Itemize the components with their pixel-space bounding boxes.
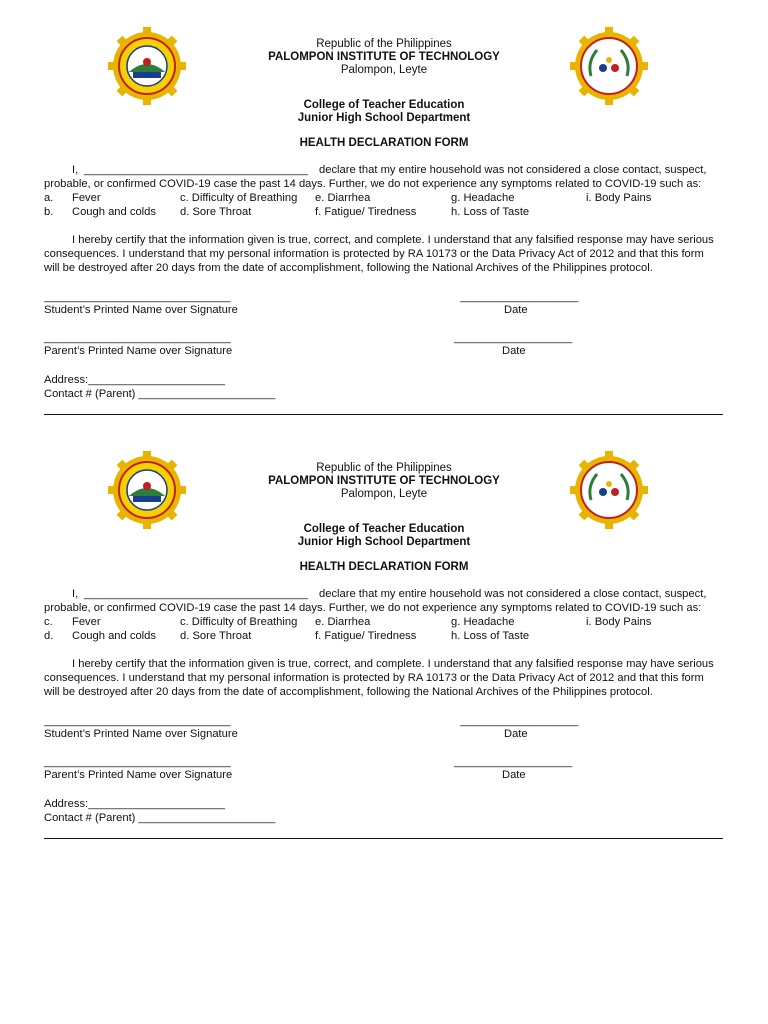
parent-date-label: Date (502, 769, 526, 781)
symptom-loss-of-taste: h. Loss of Taste (451, 206, 530, 218)
student-signature-blank[interactable]: ______________________________ (44, 715, 231, 727)
symptom-body-pains: i. Body Pains (586, 192, 652, 204)
declaration-line-1: declare that my entire household was not considered a close contact, suspect, (319, 164, 707, 176)
health-declaration-form-1 (0, 0, 768, 424)
symptom-letter: b. (44, 206, 54, 218)
form-title: HEALTH DECLARATION FORM (299, 137, 469, 149)
student-date-blank[interactable]: ___________________ (460, 291, 579, 303)
symptom-body-pains: i. Body Pains (586, 616, 652, 628)
student-signature-label: Student’s Printed Name over Signature (44, 304, 238, 316)
declaration-line-1: declare that my entire household was not considered a close contact, suspect, (319, 588, 707, 600)
department-name: Junior High School Department (297, 536, 471, 548)
symptom-headache: g. Headache (451, 616, 515, 628)
certification-line-1: I hereby certify that the information given is true, correct, and complete. I understand that any falsified response may have serious (72, 658, 714, 670)
department-name: Junior High School Department (297, 112, 471, 124)
declaration-prefix: I, (72, 164, 79, 176)
parent-contact-field[interactable]: Contact # (Parent) ______________________ (44, 388, 276, 400)
parent-date-blank[interactable]: ___________________ (454, 332, 573, 344)
certification-line-3: will be destroyed after 20 days from the date of accomplishment, following the National Archives of the Philippines protocol. (44, 262, 653, 274)
student-signature-blank[interactable]: ______________________________ (44, 291, 231, 303)
parent-signature-blank[interactable]: ______________________________ (44, 756, 231, 768)
student-date-blank[interactable]: ___________________ (460, 715, 579, 727)
address-field[interactable]: Address:______________________ (44, 798, 226, 810)
declarant-name-blank[interactable]: ____________________________________ (84, 588, 308, 600)
symptom-loss-of-taste: h. Loss of Taste (451, 630, 530, 642)
parent-date-blank[interactable]: ___________________ (454, 756, 573, 768)
form-divider-line (44, 838, 723, 839)
symptom-headache: g. Headache (451, 192, 515, 204)
symptom-fatigue: f. Fatigue/ Tiredness (315, 206, 417, 218)
student-signature-label: Student’s Printed Name over Signature (44, 728, 238, 740)
parent-signature-blank[interactable]: ______________________________ (44, 332, 231, 344)
symptom-letter: c. (44, 616, 53, 628)
address-field[interactable]: Address:______________________ (44, 374, 226, 386)
symptom-cough-colds: Cough and colds (72, 630, 156, 642)
certification-line-1: I hereby certify that the information given is true, correct, and complete. I understand that any falsified response may have serious (72, 234, 714, 246)
college-name: College of Teacher Education (303, 523, 465, 535)
certification-line-2: consequences. I understand that my personal information is protected by RA 10173 or the Data Privacy Act of 2012 and that this form (44, 672, 704, 684)
parent-signature-label: Parent’s Printed Name over Signature (44, 345, 233, 357)
institute-location: Palompon, Leyte (340, 488, 428, 500)
institute-name: PALOMPON INSTITUTE OF TECHNOLOGY (268, 475, 500, 487)
republic-line: Republic of the Philippines (316, 38, 452, 50)
symptom-diarrhea: e. Diarrhea (315, 192, 371, 204)
parent-date-label: Date (502, 345, 526, 357)
symptom-fever: Fever (72, 616, 101, 628)
institute-name: PALOMPON INSTITUTE OF TECHNOLOGY (268, 51, 500, 63)
symptom-fever: Fever (72, 192, 101, 204)
symptom-letter: d. (44, 630, 54, 642)
symptom-letter: a. (44, 192, 54, 204)
symptom-sore-throat: d. Sore Throat (180, 630, 252, 642)
college-name: College of Teacher Education (303, 99, 465, 111)
symptom-difficulty-breathing: c. Difficulty of Breathing (180, 616, 298, 628)
parent-signature-label: Parent’s Printed Name over Signature (44, 769, 233, 781)
symptom-fatigue: f. Fatigue/ Tiredness (315, 630, 417, 642)
parent-contact-field[interactable]: Contact # (Parent) ______________________ (44, 812, 276, 824)
declarant-name-blank[interactable]: ____________________________________ (84, 164, 308, 176)
symptom-sore-throat: d. Sore Throat (180, 206, 252, 218)
declaration-line-2: probable, or confirmed COVID-19 case the past 14 days. Further, we do not experience any symptoms related to COVID-19 such as: (44, 178, 702, 190)
republic-line: Republic of the Philippines (316, 462, 452, 474)
form-divider-line (44, 414, 723, 415)
symptom-diarrhea: e. Diarrhea (315, 616, 371, 628)
declaration-prefix: I, (72, 588, 79, 600)
declaration-line-2: probable, or confirmed COVID-19 case the past 14 days. Further, we do not experience any symptoms related to COVID-19 such as: (44, 602, 702, 614)
certification-line-2: consequences. I understand that my personal information is protected by RA 10173 or the Data Privacy Act of 2012 and that this form (44, 248, 704, 260)
student-date-label: Date (504, 728, 528, 740)
health-declaration-form-2 (0, 424, 768, 848)
institute-location: Palompon, Leyte (340, 64, 428, 76)
student-date-label: Date (504, 304, 528, 316)
certification-line-3: will be destroyed after 20 days from the date of accomplishment, following the National Archives of the Philippines protocol. (44, 686, 653, 698)
symptom-cough-colds: Cough and colds (72, 206, 156, 218)
form-title: HEALTH DECLARATION FORM (299, 561, 469, 573)
symptom-difficulty-breathing: c. Difficulty of Breathing (180, 192, 298, 204)
